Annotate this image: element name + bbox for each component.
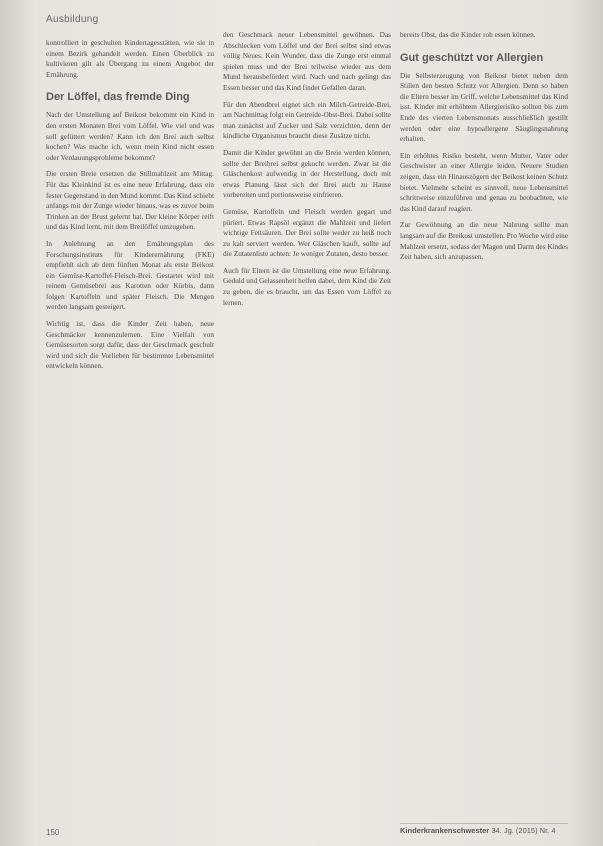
column-2 bbox=[223, 30, 391, 810]
column-1-paragraph: Die ersten Breie ersetzen die Stillmahlzeit am Mittag. Für das Kleinkind ist es eine neue Erfahrung, dass ein fester Gegenstand in den Mund kommt. Das Kind schiebt anfangs mit der Zunge wieder hinaus, was es zuvor beim Trinken an der Brust gelernt hat. Der kleine Körper reift und das Kind lernt, mit dem Breilöffel umzugehen. bbox=[46, 169, 214, 232]
magazine-footer bbox=[400, 826, 556, 835]
column-3-paragraph: Ein erhöhtes Risiko besteht, wenn Mutter, Vater oder Geschwister an einer Allergie leiden. Neuere Studien zeigen, dass ein Hinauszögern der Beikost keinen Schutz bietet. Vielmehr scheint es sinnvoll, neue Lebensmittel schrittweise einzuführen und genau zu beobachten, wie das Kind darauf reagiert. bbox=[400, 150, 568, 213]
column-1-paragraph: In Anlehnung an den Ernährungsplan des Forschungsinstituts für Kinderernährung (FKE) empfiehlt sich ab dem fünften Monat als erste Beikost ein Gemüse-Kartoffel-Fleisch-Brei. Gestartet wird mit reinem Gemüsebrei aus Karotten oder Kürbis, dann folgen Kartoffeln und später Fleisch. Die Mengen werden langsam gesteigert. bbox=[46, 238, 214, 312]
column-2-paragraph: Gemüse, Kartoffeln und Fleisch werden gegart und püriert. Etwas Rapsöl ergänzt die Mahlzeit und liefert wichtige Fettsäuren. Der Brei sollte weder zu heiß noch zu kalt serviert werden. Wer Gläschen kauft, sollte auf die Zutatenliste achten: Je weniger Zutaten, desto besser. bbox=[223, 206, 391, 259]
section-label: Ausbildung bbox=[46, 14, 99, 25]
column-1-intro: kontrolliert in geschulten Kindertagesstätten, wie sie in einem Bezirk gehandelt werden. Einen Überblick zu kultivieren gilt als Übergang zu einem Angebot der Ernährung. bbox=[46, 38, 214, 79]
magazine-issue: 34. Jg. (2015) Nr. 4 bbox=[491, 826, 556, 835]
footer-divider bbox=[400, 823, 568, 824]
column-1-paragraph: Wichtig ist, dass die Kinder Zeit haben, neue Geschmäcker kennenzulernen. Eine Vielfalt von Gemüsesorten sorgt dafür, dass der Geschmack geschult wird und sich die Vorlieben für bestimmte Lebensmittel entwickeln können. bbox=[46, 319, 214, 371]
heading-allergien: Gut geschützt vor Allergien bbox=[400, 51, 544, 64]
column-3-intro: bereits Obst, das die Kinder roh essen können. bbox=[400, 30, 536, 39]
column-1-paragraph: Nach der Umstellung auf Beikost bekommt ein Kind in den ersten Monaten Brei vom Löffel. Wie viel und was soll gefüttert werden? Kann ich den Brei auch selbst kochen? Was mache ich, wenn mein Kind nicht essen oder Verdauungsprobleme bekommt? bbox=[46, 110, 214, 162]
column-3 bbox=[400, 30, 568, 810]
column-3-paragraph: Zur Gewöhnung an die neue Nahrung sollte man langsam auf die Breikost umstellen. Pro Woche wird eine Mahlzeit ersetzt, sodass der Magen und Darm des Kindes Zeit haben, sich anzupassen. bbox=[400, 220, 568, 262]
page-number: 150 bbox=[46, 828, 60, 837]
column-1 bbox=[46, 38, 214, 818]
column-2-paragraph: Für den Abendbrei eignet sich ein Milch-Getreide-Brei, am Nachmittag folgt ein Getreide-Obst-Brei. Dabei sollte man zunächst auf Zucker und Salz verzichten, denn der kindliche Organismus braucht diese Zusätze nicht. bbox=[223, 99, 391, 141]
heading-loeffel: Der Löffel, das fremde Ding bbox=[46, 91, 190, 104]
column-2-paragraph: Damit die Kinder gewöhnt an die Breie werden können, sollte der Breibrei selbst gekocht werden. Zwar ist die Gläschenkost aufwendig in der Herstellung, doch mit etwas Planung lässt sich der Brei auch zu Hause vorbereiten und portionsweise einfrieren. bbox=[223, 147, 391, 200]
magazine-title: Kinderkrankenschwester bbox=[400, 826, 490, 835]
column-2-paragraph: den Geschmack neuer Lebensmittel gewöhnen. Das Abschlecken vom Löffel und der Brei selbst sind etwas völlig Neues. Kein Wunder, dass die Zunge erst einmal spielen muss und der Brei teilweise wieder aus dem Mund herausbefördert wird. Nach und nach gelingt das Essen besser und das Kind findet Gefallen daran. bbox=[223, 30, 391, 92]
column-2-paragraph: Auch für Eltern ist die Umstellung eine neue Erfahrung. Geduld und Gelassenheit helfen dabei, dem Kind die Zeit zu geben, die es braucht, um das Essen vom Löffel zu lernen. bbox=[223, 265, 391, 307]
column-3-paragraph: Die Selbsterzeugung von Beikost bietet neben dem Stillen den besten Schutz vor Allergien. Denn so haben die Eltern besser im Griff, welche Lebensmittel das Kind isst. Kinder mit erhöhtem Allergierisiko sollten bis zum Ende des vierten Lebensmonats ausschließlich gestillt werden oder eine hypoallergene Säuglingsnahrung erhalten. bbox=[400, 70, 568, 144]
